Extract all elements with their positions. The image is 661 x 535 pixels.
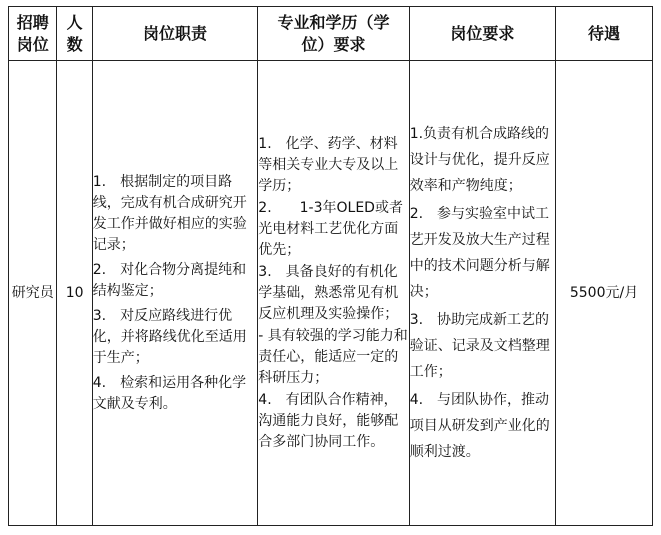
duty-item: 1. 根据制定的项目路线，完成有机合成研究开发工作并做好相应的实验记录；: [92, 173, 247, 253]
duties-cell: [92, 61, 258, 526]
duty-item: 2. 对化合物分离提纯和结构鉴定；: [92, 261, 247, 299]
header-major: 专业和学历（学位）要求: [258, 7, 409, 61]
count-cell: 10: [57, 61, 92, 526]
requirement-item: 2. 参与实验室中试工艺开发及放大生产过程中的技术问题分析与解决；: [409, 206, 550, 300]
table-row: [9, 61, 653, 526]
header-post: 招聘岗位: [9, 7, 57, 61]
header-requirements: 岗位要求: [409, 7, 555, 61]
requirement-item: 3. 协助完成新工艺的验证、记录及文档整理工作；: [409, 312, 550, 380]
requirements-cell: [409, 61, 555, 526]
requirement-item: 1.负责有机合成路线的设计与优化，提升反应效率和产物纯度；: [409, 126, 550, 194]
qualification-item: - 具有较强的学习能力和责任心，能适应一定的科研压力；: [258, 327, 408, 386]
header-row: [9, 7, 653, 61]
duty-item: 3. 对反应路线进行优化，并将路线优化至适用于生产；: [92, 307, 247, 366]
qualification-item: 4. 有团队合作精神，沟通能力良好，能够配合多部门协同工作。: [258, 391, 399, 450]
salary-cell: 5500元/月: [556, 61, 653, 526]
header-duties: 岗位职责: [92, 7, 258, 61]
requirement-item: 4. 与团队协作，推动项目从研发到产业化的顺利过渡。: [409, 392, 550, 460]
qualification-item: 2. 1-3年OLED或者光电材料工艺优化方面优先；: [258, 199, 403, 258]
header-salary: 待遇: [556, 7, 653, 61]
post-cell: 研究员: [9, 61, 57, 526]
qualifications-cell: [258, 61, 409, 526]
qualification-item: 1. 化学、药学、材料等相关专业大专及以上学历；: [258, 135, 399, 194]
header-count: 人数: [57, 7, 92, 61]
recruitment-table: [8, 6, 653, 526]
duty-item: 4. 检索和运用各种化学文献及专利。: [92, 374, 247, 412]
qualification-item: 3. 具备良好的有机化学基础，熟悉常见有机反应机理及实验操作；: [258, 263, 399, 322]
